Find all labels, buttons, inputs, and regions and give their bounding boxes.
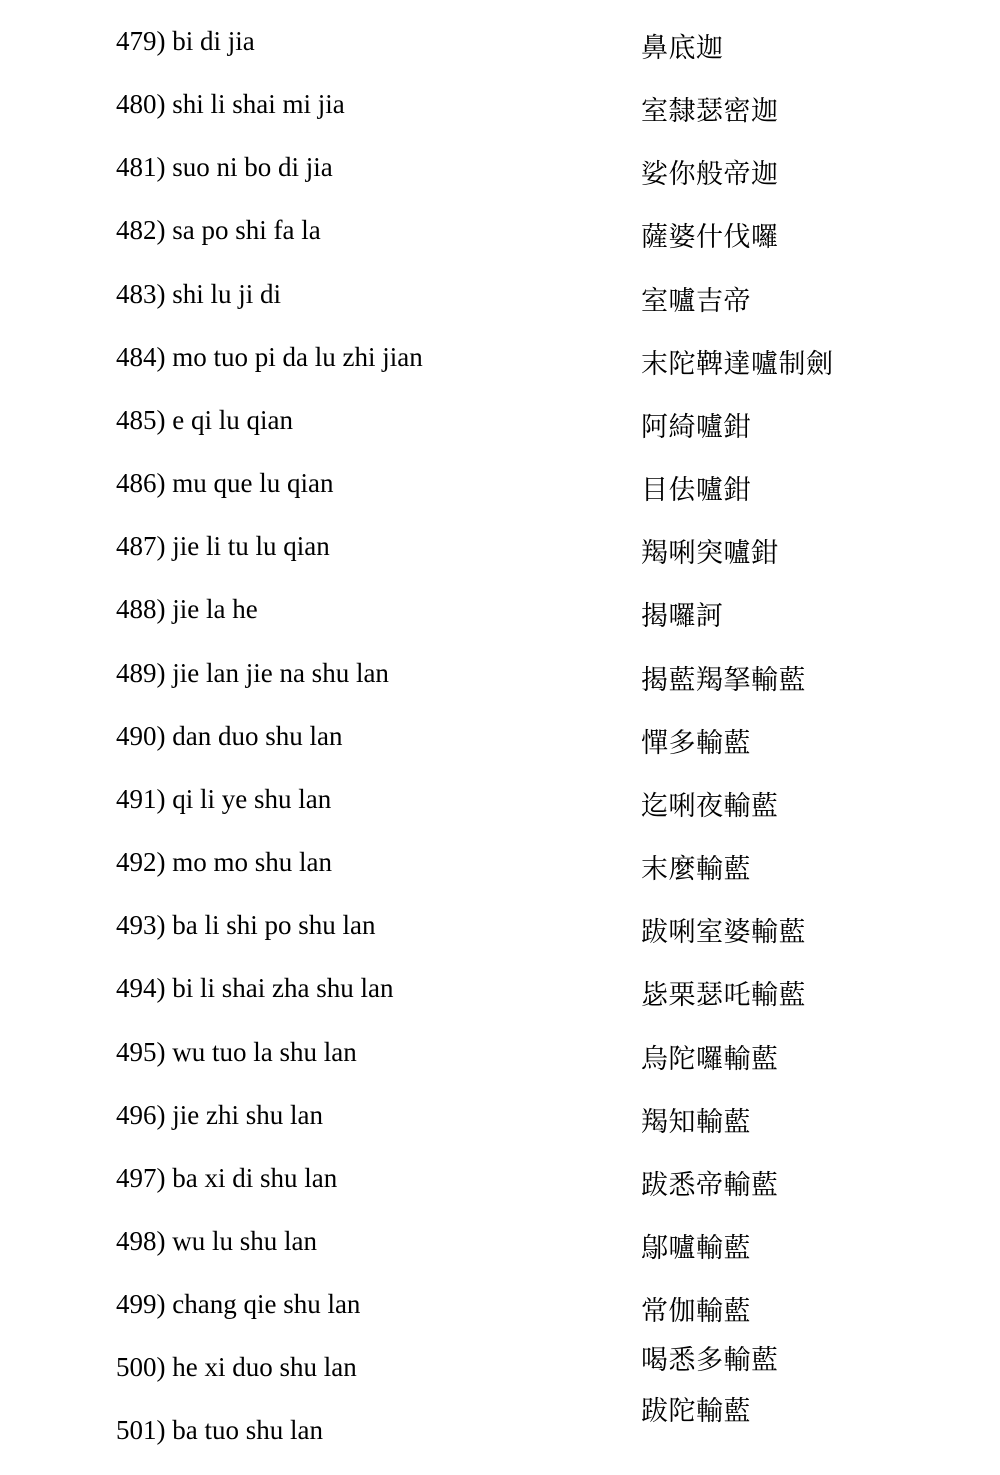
chinese-text: 揭囉訶 bbox=[641, 601, 724, 632]
pinyin-text: 481) suo ni bo di jia bbox=[116, 152, 333, 182]
verse-line bbox=[0, 1289, 1000, 1349]
pinyin-text: 499) chang qie shu lan bbox=[116, 1289, 361, 1319]
verse-line bbox=[0, 973, 1000, 1033]
pinyin-text: 496) jie zhi shu lan bbox=[116, 1100, 323, 1130]
pinyin-text: 492) mo mo shu lan bbox=[116, 847, 332, 877]
pinyin-text: 498) wu lu shu lan bbox=[116, 1226, 317, 1256]
chinese-text: 阿綺嚧鉗 bbox=[641, 412, 751, 443]
verse-line bbox=[0, 1345, 1000, 1412]
chinese-text: 羯唎突嚧鉗 bbox=[641, 538, 779, 569]
verse-line bbox=[0, 1100, 1000, 1160]
verse-line bbox=[0, 531, 1000, 591]
verse-line bbox=[0, 342, 1000, 402]
chinese-text: 室嚧吉帝 bbox=[641, 286, 751, 317]
pinyin-text: 484) mo tuo pi da lu zhi jian bbox=[116, 342, 423, 372]
pinyin-text: 495) wu tuo la shu lan bbox=[116, 1037, 357, 1067]
chinese-text: 鄔嚧輸藍 bbox=[641, 1233, 751, 1264]
verse-line bbox=[0, 784, 1000, 844]
pinyin-text: 490) dan duo shu lan bbox=[116, 721, 343, 751]
pinyin-text: 486) mu que lu qian bbox=[116, 468, 334, 498]
chinese-text: 室隸瑟密迦 bbox=[641, 96, 779, 127]
pinyin-text: 489) jie lan jie na shu lan bbox=[116, 658, 389, 688]
chinese-text: 末陀鞞達嚧制劍 bbox=[641, 349, 834, 380]
chinese-text: 烏陀囉輸藍 bbox=[641, 1044, 779, 1075]
verse-line bbox=[0, 26, 1000, 86]
verse-line bbox=[0, 594, 1000, 654]
chinese-text: 常伽輸藍 bbox=[641, 1296, 751, 1327]
chinese-text: 揭藍羯拏輸藍 bbox=[641, 665, 806, 696]
verse-line bbox=[0, 1163, 1000, 1223]
pinyin-text: 494) bi li shai zha shu lan bbox=[116, 973, 394, 1003]
chinese-text: 跋唎室婆輸藍 bbox=[641, 917, 806, 948]
verse-line bbox=[0, 89, 1000, 149]
verse-line bbox=[0, 847, 1000, 907]
verse-line bbox=[0, 1226, 1000, 1286]
chinese-text: 毖栗瑟吒輸藍 bbox=[641, 980, 806, 1011]
verse-line bbox=[0, 721, 1000, 781]
verse-line bbox=[0, 910, 1000, 970]
pinyin-text: 485) e qi lu qian bbox=[116, 405, 293, 435]
pinyin-text: 500) he xi duo shu lan bbox=[116, 1352, 357, 1382]
chinese-text: 喝悉多輸藍 bbox=[641, 1345, 779, 1376]
pinyin-text: 480) shi li shai mi jia bbox=[116, 89, 345, 119]
chinese-text: 跋悉帝輸藍 bbox=[641, 1170, 779, 1201]
pinyin-text: 501) ba tuo shu lan bbox=[116, 1415, 323, 1445]
verse-line bbox=[0, 1396, 1000, 1475]
pinyin-text: 487) jie li tu lu qian bbox=[116, 531, 330, 561]
verse-line bbox=[0, 215, 1000, 275]
pinyin-text: 497) ba xi di shu lan bbox=[116, 1163, 338, 1193]
chinese-text: 鼻底迦 bbox=[641, 33, 724, 64]
chinese-text: 末麼輸藍 bbox=[641, 854, 751, 885]
verse-line bbox=[0, 152, 1000, 212]
pinyin-text: 491) qi li ye shu lan bbox=[116, 784, 332, 814]
pinyin-text: 482) sa po shi fa la bbox=[116, 215, 321, 245]
chinese-text: 娑你般帝迦 bbox=[641, 159, 779, 190]
verse-line bbox=[0, 279, 1000, 339]
chinese-text: 憚多輸藍 bbox=[641, 728, 751, 759]
chinese-text: 薩婆什伐囉 bbox=[641, 222, 779, 253]
verse-line bbox=[0, 405, 1000, 465]
pinyin-text: 479) bi di jia bbox=[116, 26, 255, 56]
pinyin-text: 493) ba li shi po shu lan bbox=[116, 910, 376, 940]
chinese-text: 目佉嚧鉗 bbox=[641, 475, 751, 506]
verse-line bbox=[0, 468, 1000, 528]
verse-line bbox=[0, 658, 1000, 718]
verse-line bbox=[0, 1037, 1000, 1097]
chinese-text: 跋陀輸藍 bbox=[641, 1396, 751, 1427]
chinese-text: 迄唎夜輸藍 bbox=[641, 791, 779, 822]
chinese-text: 羯知輸藍 bbox=[641, 1107, 751, 1138]
pinyin-text: 483) shi lu ji di bbox=[116, 279, 282, 309]
pinyin-text: 488) jie la he bbox=[116, 594, 258, 624]
